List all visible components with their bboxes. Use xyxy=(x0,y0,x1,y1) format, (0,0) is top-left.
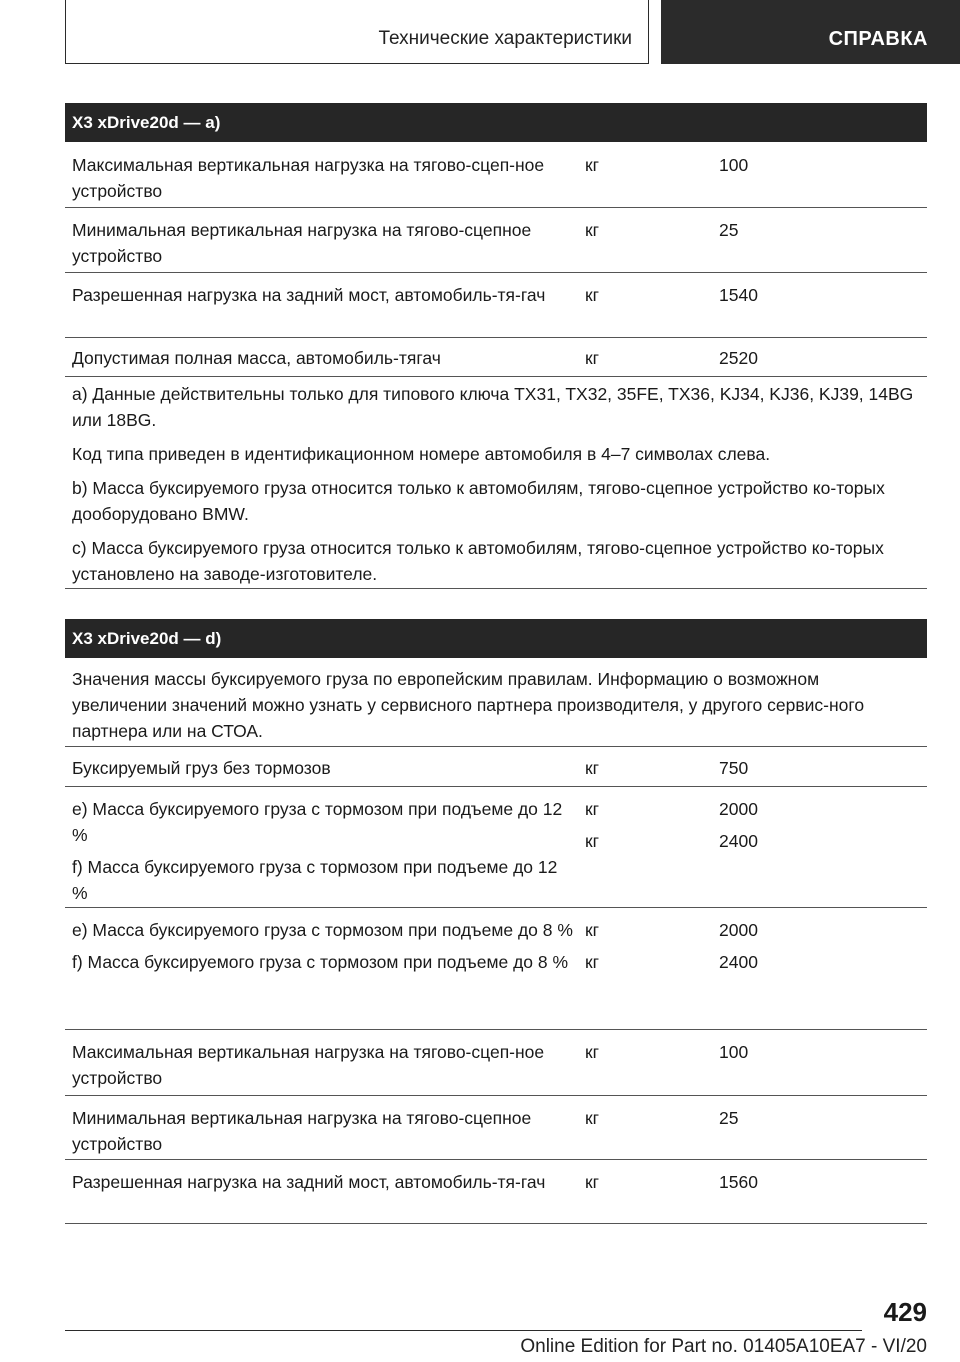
table-row xyxy=(65,338,927,377)
edition-text: Online Edition for Part no. 01405A10EA7 - VI/20 xyxy=(520,1336,927,1357)
footnote-b: b) Масса буксируемого груза относится только к автомобилям, тягово-сцепное устройство ко-торых дооборудовано BMW. xyxy=(72,478,885,524)
spec-table-1 xyxy=(65,103,927,589)
row-value-f: 2400 xyxy=(719,831,758,851)
footnote-a: a) Данные действительны только для типового ключа TX31, TX32, 35FE, TX36, KJ34, KJ36, KJ39, 14BG или 18BG. xyxy=(72,384,914,430)
row-value: 750 xyxy=(719,758,749,778)
row-label-e: e) Масса буксируемого груза с тормозом при подъеме до 8 % xyxy=(72,920,573,940)
row-unit: кг xyxy=(585,1108,600,1128)
row-unit: кг xyxy=(585,155,600,175)
footnotes-block xyxy=(65,377,927,589)
row-value: 25 xyxy=(719,1108,739,1128)
row-unit: кг xyxy=(585,758,600,778)
row-label-f: f) Масса буксируемого груза с тормозом при подъеме до 8 % xyxy=(72,952,569,972)
footnote-c: c) Масса буксируемого груза относится только к автомобилям, тягово-сцепное устройство ко-торых установлено на заводе-изготовителе. xyxy=(72,538,884,584)
table-row xyxy=(65,208,927,273)
row-label: Разрешенная нагрузка на задний мост, автомобиль-тя-гач xyxy=(72,1172,546,1192)
header-section-title: Технические характеристики xyxy=(378,28,632,49)
table-title: X3 xDrive20d — a) xyxy=(65,103,927,142)
row-value: 100 xyxy=(719,1042,749,1062)
table-title: X3 xDrive20d — d) xyxy=(65,619,927,658)
row-unit-e: кг xyxy=(585,799,600,819)
row-value: 2520 xyxy=(719,348,758,368)
row-value-e: 2000 xyxy=(719,920,758,940)
table-row xyxy=(65,1030,927,1096)
footnote-type-code: Код типа приведен в идентификационном номере автомобиля в 4–7 символах слева. xyxy=(72,444,771,464)
table-row xyxy=(65,1160,927,1224)
row-value: 25 xyxy=(719,220,739,240)
table-row xyxy=(65,747,927,787)
row-label-f: f) Масса буксируемого груза с тормозом при подъеме до 12 % xyxy=(72,857,558,903)
page-number: 429 xyxy=(883,1297,927,1327)
row-unit-f: кг xyxy=(585,831,600,851)
row-label-e: e) Масса буксируемого груза с тормозом при подъеме до 12 % xyxy=(72,799,563,845)
table-intro xyxy=(65,658,927,747)
row-label: Максимальная вертикальная нагрузка на тягово-сцеп-ное устройство xyxy=(72,1042,545,1088)
header-section-box xyxy=(65,0,649,64)
header-chapter-tab xyxy=(661,0,960,64)
row-label: Разрешенная нагрузка на задний мост, автомобиль-тя-гач xyxy=(72,285,546,305)
row-unit: кг xyxy=(585,285,600,305)
row-value: 1560 xyxy=(719,1172,758,1192)
table-row xyxy=(65,142,927,208)
row-label: Максимальная вертикальная нагрузка на тягово-сцеп-ное устройство xyxy=(72,155,545,201)
row-value-f: 2400 xyxy=(719,952,758,972)
row-unit: кг xyxy=(585,220,600,240)
row-unit: кг xyxy=(585,348,600,368)
spec-table-2 xyxy=(65,619,927,1224)
row-label: Минимальная вертикальная нагрузка на тягово-сцепное устройство xyxy=(72,220,532,266)
table-row xyxy=(65,908,927,1030)
table-row xyxy=(65,787,927,908)
table-row xyxy=(65,273,927,338)
row-unit: кг xyxy=(585,1042,600,1062)
row-label: Допустимая полная масса, автомобиль-тягач xyxy=(72,348,441,368)
table-row xyxy=(65,1096,927,1160)
row-value: 1540 xyxy=(719,285,758,305)
row-label: Буксируемый груз без тормозов xyxy=(72,758,331,778)
row-unit-e: кг xyxy=(585,920,600,940)
row-value: 100 xyxy=(719,155,749,175)
header-chapter-title: СПРАВКА xyxy=(828,28,928,50)
row-label: Минимальная вертикальная нагрузка на тягово-сцепное устройство xyxy=(72,1108,532,1154)
footer-divider xyxy=(65,1330,862,1331)
intro-text: Значения массы буксируемого груза по европейским правилам. Информацию о возможном увеличении значений можно узнать у сервисного партнера производителя, у другого сервис-ного партнера или на СТОА. xyxy=(72,669,865,741)
row-unit: кг xyxy=(585,1172,600,1192)
row-value-e: 2000 xyxy=(719,799,758,819)
row-unit-f: кг xyxy=(585,952,600,972)
